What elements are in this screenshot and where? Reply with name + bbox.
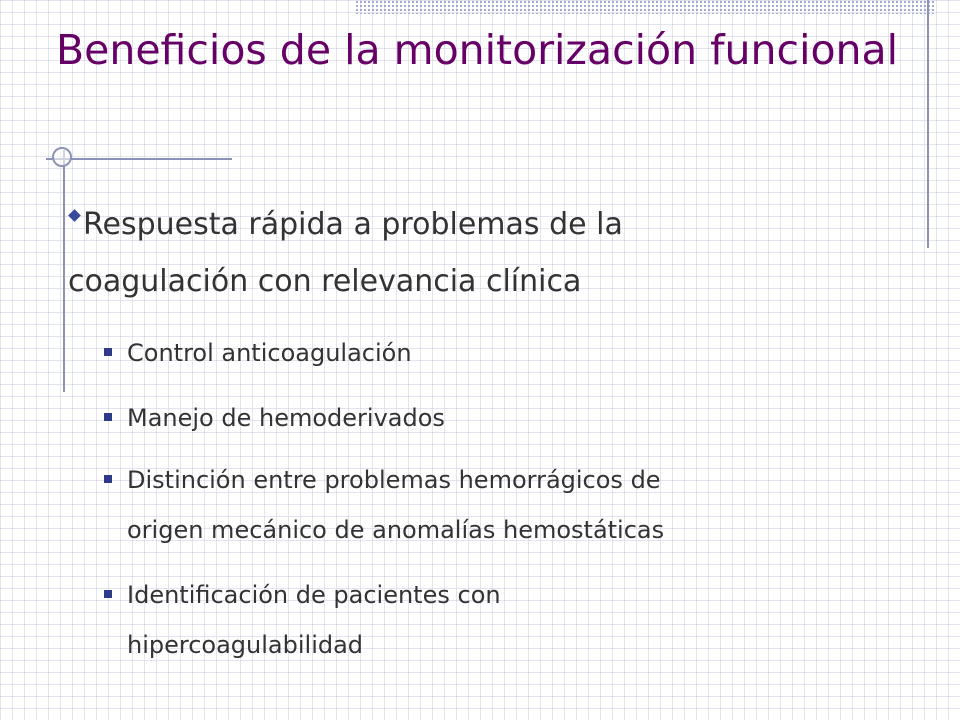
- ring-icon: [52, 147, 72, 167]
- main-bullet-line-1: Respuesta rápida a problemas de la: [83, 207, 623, 242]
- main-bullet-point: [68, 196, 888, 310]
- sub-bullet-4: [104, 570, 864, 670]
- sub-bullet-1-text: Control anticoagulación: [127, 339, 412, 367]
- decorative-dotted-band: [355, 0, 935, 14]
- slide-title: Beneficios de la monitorización funcional: [56, 26, 899, 74]
- square-bullet-icon: [104, 475, 112, 483]
- sub-bullet-2-text: Manejo de hemoderivados: [127, 404, 445, 432]
- main-bullet-line-2: coagulación con relevancia clínica: [68, 264, 582, 299]
- sub-bullet-1: [104, 328, 864, 378]
- sub-bullet-2: [104, 393, 864, 443]
- square-bullet-icon: [104, 413, 112, 421]
- square-bullet-icon: [104, 348, 112, 356]
- diamond-bullet-icon: [68, 209, 81, 222]
- sub-bullet-3: [104, 455, 864, 555]
- sub-bullet-4-text-line-1: Identificación de pacientes con: [127, 581, 501, 609]
- decorative-vertical-line-left: [63, 150, 65, 392]
- square-bullet-icon: [104, 590, 112, 598]
- sub-bullet-4-text-line-2: hipercoagulabilidad: [127, 631, 364, 659]
- decorative-horizontal-line: [46, 158, 232, 160]
- decorative-vertical-line-right: [927, 0, 929, 248]
- sub-bullet-3-text-line-2: origen mecánico de anomalías hemostáticas: [127, 516, 665, 544]
- sub-bullet-3-text-line-1: Distinción entre problemas hemorrágicos de: [127, 466, 661, 494]
